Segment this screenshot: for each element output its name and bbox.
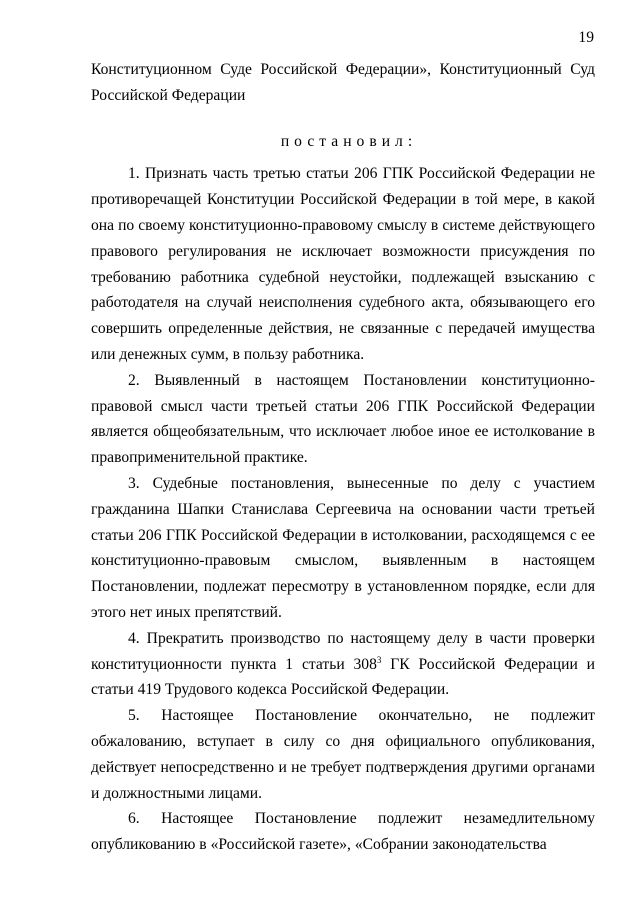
paragraph-3: 3. Судебные постановления, вынесенные по делу с участием гражданина Шапки Станислава Сергеевича на основании части третьей статьи 206 ГПК Российской Федерации в истолковании, расходящемся с ее конституционно-правовым смыслом, выявленным в настоящем Постановлении, подлежат пересмотру в установленном порядке, если для этого нет иных препятствий. bbox=[91, 474, 595, 621]
paragraph-4 bbox=[91, 626, 595, 703]
article-superscript: 3 bbox=[376, 654, 382, 665]
paragraph-2: 2. Выявленный в настоящем Постановлении конституционно-правовой смысл части третьей статьи 206 ГПК Российской Федерации является общеобязательным, что исключает любое иное ее истолкование в правоприменительной практике. bbox=[91, 371, 595, 467]
intro-paragraph: Конституционном Суде Российской Федерации», Конституционный Суд Российской Федерации bbox=[91, 61, 595, 104]
document-body bbox=[91, 57, 595, 858]
resolution-heading: постановил: bbox=[280, 132, 418, 150]
paragraph-4-text-end: ГК Российской Федерации и статьи 419 Трудового кодекса Российской Федерации. bbox=[91, 655, 595, 699]
page-number: 19 bbox=[578, 29, 594, 46]
paragraph-1: 1. Признать часть третью статьи 206 ГПК Российской Федерации не противоречащей Конституции Российской Федерации в той мере, в какой она по своему конституционно-правовому смыслу в системе действующего правового регулирования не исключает возможности присуждения по требованию работника судебной неустойки, подлежащей взысканию с работодателя на случай неисполнения судебного акта, обязывающего его совершить определенные действия, не связанные с передачей имущества или денежных сумм, в пользу работника. bbox=[91, 165, 595, 363]
paragraph-4-text: 4. Прекратить производство по настоящему делу в части проверки конституционности пункта 1 статьи 308 bbox=[91, 629, 595, 673]
paragraph-6: 6. Настоящее Постановление подлежит незамедлительному опубликованию в «Российской газете», «Собрании законодательства bbox=[91, 810, 595, 854]
paragraph-5: 5. Настоящее Постановление окончательно, не подлежит обжалованию, вступает в силу со дня официального опубликования, действует непосредственно и не требует подтверждения другими органами и должностными лицами. bbox=[91, 707, 595, 802]
